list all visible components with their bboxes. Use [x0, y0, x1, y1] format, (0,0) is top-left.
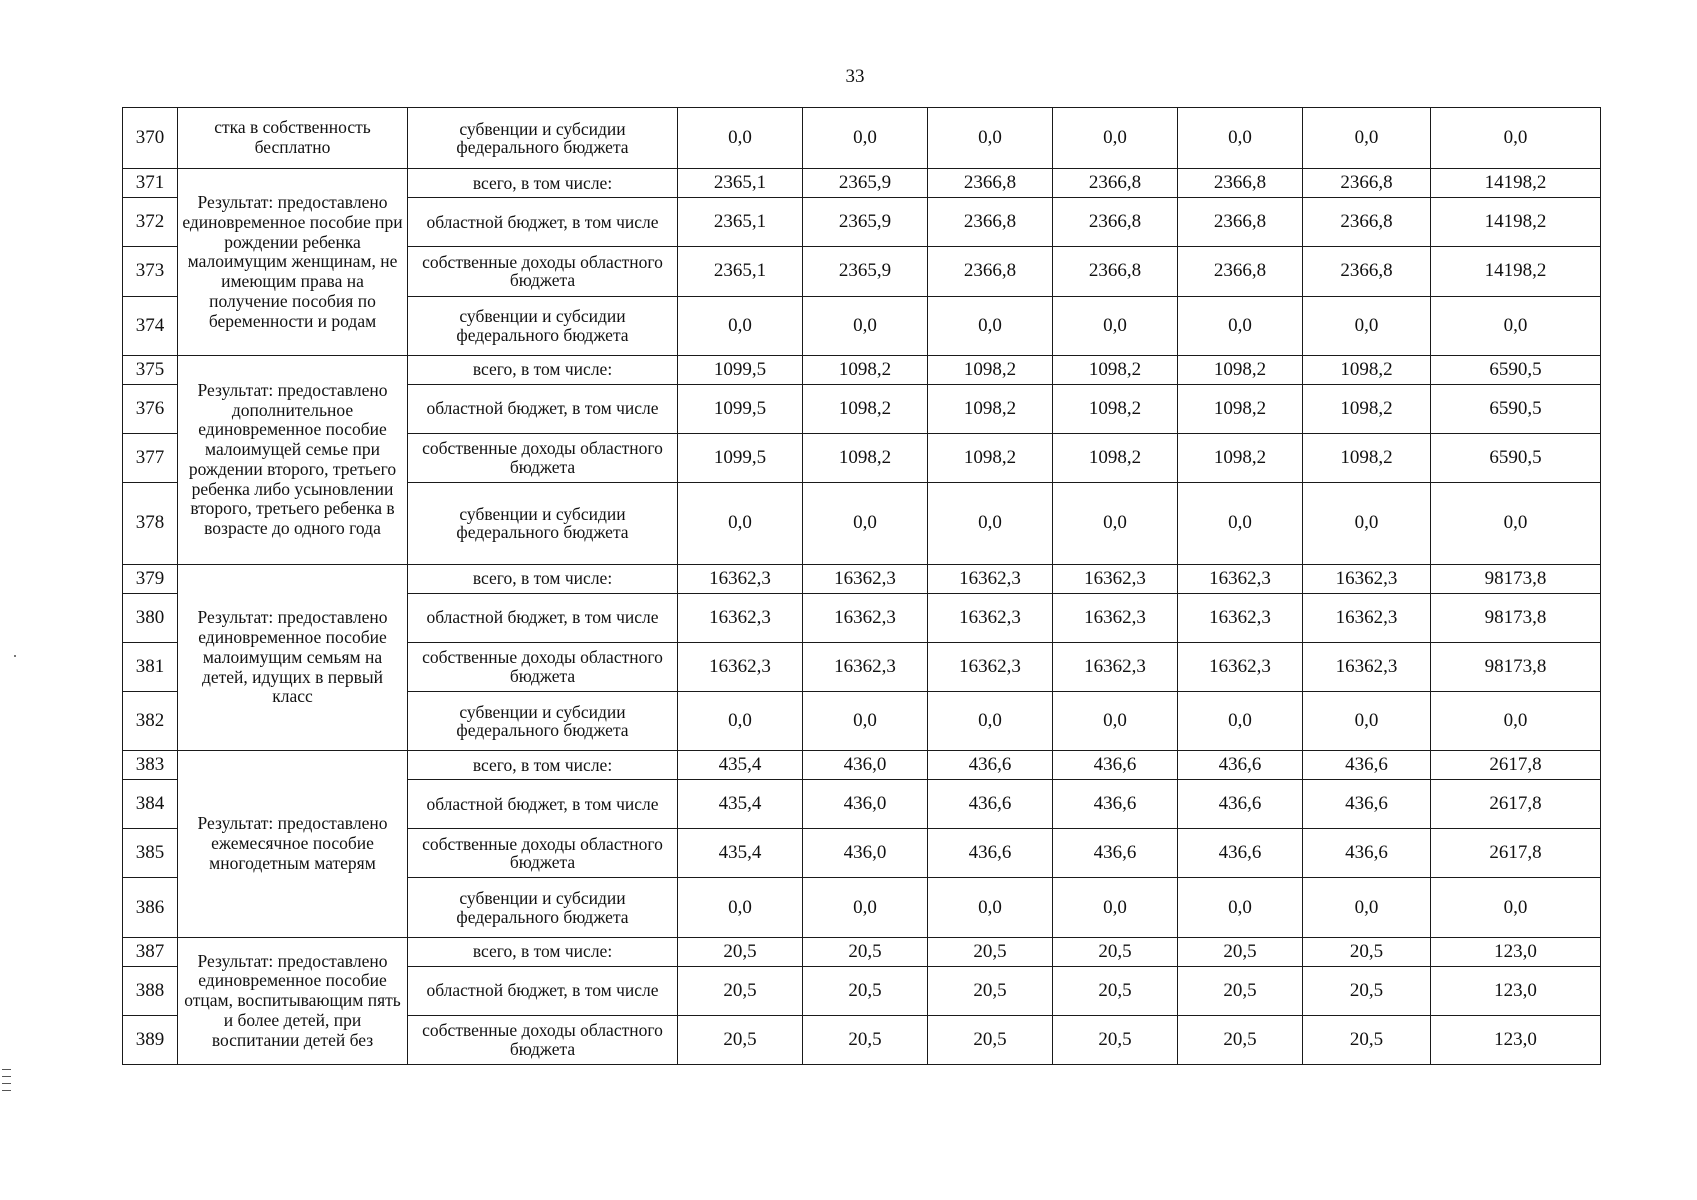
row-number: 383 [123, 751, 178, 780]
row-number: 374 [123, 296, 178, 355]
year-value: 1098,2 [928, 384, 1053, 433]
year-value: 436,6 [1303, 751, 1431, 780]
year-value: 20,5 [678, 937, 803, 966]
year-value: 16362,3 [928, 564, 1053, 593]
year-value: 1099,5 [678, 384, 803, 433]
total-value: 14198,2 [1431, 198, 1601, 247]
total-value: 0,0 [1431, 691, 1601, 750]
year-value: 1098,2 [1178, 384, 1303, 433]
row-number: 387 [123, 937, 178, 966]
row-number: 385 [123, 829, 178, 878]
result-description: Результат: предоставлено дополнительное единовременное пособие малоимущей семье при рождении второго, третьего ребенка либо усыновлении второго, третьего ребенка в возрасте до одного года [178, 355, 408, 564]
year-value: 435,4 [678, 780, 803, 829]
margin-dot [14, 655, 16, 657]
table-row [123, 355, 1601, 384]
row-number: 382 [123, 691, 178, 750]
year-value: 0,0 [928, 878, 1053, 937]
row-number: 388 [123, 966, 178, 1015]
margin-mark [2, 1069, 11, 1070]
year-value: 0,0 [1053, 108, 1178, 169]
funding-source: всего, в том числе: [408, 937, 678, 966]
year-value: 435,4 [678, 751, 803, 780]
row-number: 386 [123, 878, 178, 937]
year-value: 0,0 [803, 691, 928, 750]
year-value: 1098,2 [1303, 433, 1431, 482]
year-value: 2366,8 [1178, 169, 1303, 198]
year-value: 16362,3 [678, 593, 803, 642]
margin-mark [2, 1083, 11, 1084]
year-value: 0,0 [1053, 296, 1178, 355]
year-value: 436,6 [1178, 780, 1303, 829]
table-row [123, 751, 1601, 780]
year-value: 0,0 [928, 482, 1053, 564]
funding-source: субвенции и субсидии федерального бюджета [408, 108, 678, 169]
year-value: 16362,3 [1053, 564, 1178, 593]
total-value: 98173,8 [1431, 564, 1601, 593]
funding-source: областной бюджет, в том числе [408, 384, 678, 433]
total-value: 0,0 [1431, 108, 1601, 169]
year-value: 2366,8 [1053, 247, 1178, 296]
year-value: 0,0 [928, 108, 1053, 169]
year-value: 20,5 [1303, 966, 1431, 1015]
year-value: 2366,8 [1053, 198, 1178, 247]
year-value: 1098,2 [1053, 355, 1178, 384]
total-value: 0,0 [1431, 878, 1601, 937]
total-value: 0,0 [1431, 296, 1601, 355]
result-description: Результат: предоставлено ежемесячное пособие многодетным матерям [178, 751, 408, 937]
year-value: 2366,8 [1053, 169, 1178, 198]
year-value: 2365,1 [678, 198, 803, 247]
year-value: 20,5 [1178, 1015, 1303, 1064]
table-row [123, 564, 1601, 593]
total-value: 2617,8 [1431, 751, 1601, 780]
row-number: 375 [123, 355, 178, 384]
row-number: 373 [123, 247, 178, 296]
total-value: 123,0 [1431, 966, 1601, 1015]
year-value: 20,5 [803, 937, 928, 966]
year-value: 0,0 [678, 482, 803, 564]
year-value: 20,5 [678, 1015, 803, 1064]
year-value: 16362,3 [1303, 593, 1431, 642]
year-value: 1098,2 [1053, 433, 1178, 482]
year-value: 20,5 [1303, 1015, 1431, 1064]
year-value: 20,5 [1053, 937, 1178, 966]
year-value: 2366,8 [1303, 169, 1431, 198]
total-value: 2617,8 [1431, 780, 1601, 829]
total-value: 98173,8 [1431, 642, 1601, 691]
total-value: 0,0 [1431, 482, 1601, 564]
year-value: 16362,3 [1178, 642, 1303, 691]
year-value: 20,5 [1053, 966, 1178, 1015]
funding-source: всего, в том числе: [408, 169, 678, 198]
row-number: 379 [123, 564, 178, 593]
year-value: 0,0 [803, 482, 928, 564]
year-value: 0,0 [1303, 296, 1431, 355]
funding-source: субвенции и субсидии федерального бюджета [408, 878, 678, 937]
year-value: 1098,2 [1178, 433, 1303, 482]
year-value: 0,0 [928, 691, 1053, 750]
year-value: 1098,2 [1053, 384, 1178, 433]
year-value: 16362,3 [928, 642, 1053, 691]
year-value: 20,5 [928, 1015, 1053, 1064]
row-number: 389 [123, 1015, 178, 1064]
year-value: 16362,3 [928, 593, 1053, 642]
year-value: 20,5 [928, 966, 1053, 1015]
row-number: 377 [123, 433, 178, 482]
year-value: 436,6 [1053, 780, 1178, 829]
year-value: 0,0 [803, 296, 928, 355]
year-value: 2366,8 [928, 198, 1053, 247]
year-value: 1099,5 [678, 355, 803, 384]
total-value: 6590,5 [1431, 384, 1601, 433]
year-value: 20,5 [803, 966, 928, 1015]
year-value: 0,0 [1053, 691, 1178, 750]
funding-source: субвенции и субсидии федерального бюджета [408, 691, 678, 750]
total-value: 123,0 [1431, 1015, 1601, 1064]
year-value: 2365,9 [803, 198, 928, 247]
table-row [123, 937, 1601, 966]
year-value: 16362,3 [803, 564, 928, 593]
year-value: 436,6 [1053, 829, 1178, 878]
year-value: 0,0 [678, 691, 803, 750]
year-value: 436,6 [928, 780, 1053, 829]
row-number: 372 [123, 198, 178, 247]
year-value: 435,4 [678, 829, 803, 878]
year-value: 436,6 [1178, 751, 1303, 780]
year-value: 0,0 [1303, 878, 1431, 937]
year-value: 16362,3 [1178, 593, 1303, 642]
row-number: 378 [123, 482, 178, 564]
year-value: 0,0 [1303, 108, 1431, 169]
year-value: 1098,2 [928, 433, 1053, 482]
year-value: 16362,3 [803, 642, 928, 691]
result-description: стка в собственность бесплатно [178, 108, 408, 169]
row-number: 376 [123, 384, 178, 433]
year-value: 2365,9 [803, 247, 928, 296]
funding-source: областной бюджет, в том числе [408, 780, 678, 829]
total-value: 123,0 [1431, 937, 1601, 966]
year-value: 0,0 [1178, 691, 1303, 750]
year-value: 20,5 [678, 966, 803, 1015]
funding-source: собственные доходы областного бюджета [408, 433, 678, 482]
year-value: 16362,3 [1178, 564, 1303, 593]
funding-source: всего, в том числе: [408, 355, 678, 384]
year-value: 16362,3 [1053, 593, 1178, 642]
year-value: 16362,3 [678, 564, 803, 593]
year-value: 2365,9 [803, 169, 928, 198]
year-value: 0,0 [678, 108, 803, 169]
row-number: 371 [123, 169, 178, 198]
year-value: 2366,8 [1178, 198, 1303, 247]
funding-source: собственные доходы областного бюджета [408, 247, 678, 296]
year-value: 20,5 [803, 1015, 928, 1064]
funding-source: всего, в том числе: [408, 751, 678, 780]
funding-source: собственные доходы областного бюджета [408, 1015, 678, 1064]
total-value: 6590,5 [1431, 433, 1601, 482]
year-value: 436,0 [803, 780, 928, 829]
year-value: 0,0 [928, 296, 1053, 355]
total-value: 14198,2 [1431, 247, 1601, 296]
year-value: 16362,3 [1303, 564, 1431, 593]
year-value: 1098,2 [1303, 355, 1431, 384]
table-row [123, 108, 1601, 169]
year-value: 20,5 [1053, 1015, 1178, 1064]
year-value: 436,6 [928, 829, 1053, 878]
funding-source: собственные доходы областного бюджета [408, 829, 678, 878]
page-number: 33 [845, 66, 865, 87]
result-description: Результат: предоставлено единовременное пособие малоимущим семьям на детей, идущих в первый класс [178, 564, 408, 750]
year-value: 0,0 [1178, 108, 1303, 169]
year-value: 1098,2 [928, 355, 1053, 384]
year-value: 2366,8 [1303, 198, 1431, 247]
funding-source: собственные доходы областного бюджета [408, 642, 678, 691]
year-value: 2365,1 [678, 169, 803, 198]
total-value: 98173,8 [1431, 593, 1601, 642]
year-value: 0,0 [1178, 296, 1303, 355]
year-value: 436,6 [1178, 829, 1303, 878]
year-value: 0,0 [1303, 482, 1431, 564]
year-value: 0,0 [678, 878, 803, 937]
year-value: 16362,3 [1303, 642, 1431, 691]
year-value: 0,0 [1178, 878, 1303, 937]
margin-mark [2, 1090, 11, 1091]
funding-source: областной бюджет, в том числе [408, 966, 678, 1015]
year-value: 1098,2 [1178, 355, 1303, 384]
margin-mark [2, 1076, 11, 1077]
year-value: 1099,5 [678, 433, 803, 482]
year-value: 1098,2 [1303, 384, 1431, 433]
year-value: 0,0 [1303, 691, 1431, 750]
year-value: 16362,3 [1053, 642, 1178, 691]
result-description: Результат: предоставлено единовременное пособие при рождении ребенка малоимущим женщинам, не имеющим права на получение пособия по беременности и родам [178, 169, 408, 355]
year-value: 2365,1 [678, 247, 803, 296]
row-number: 381 [123, 642, 178, 691]
funding-source: областной бюджет, в том числе [408, 198, 678, 247]
year-value: 0,0 [678, 296, 803, 355]
year-value: 0,0 [803, 878, 928, 937]
year-value: 1098,2 [803, 384, 928, 433]
year-value: 16362,3 [803, 593, 928, 642]
year-value: 0,0 [1053, 482, 1178, 564]
year-value: 20,5 [1178, 937, 1303, 966]
year-value: 436,6 [928, 751, 1053, 780]
year-value: 2366,8 [1303, 247, 1431, 296]
year-value: 0,0 [803, 108, 928, 169]
year-value: 2366,8 [1178, 247, 1303, 296]
budget-table [122, 107, 1601, 1065]
row-number: 384 [123, 780, 178, 829]
year-value: 1098,2 [803, 433, 928, 482]
year-value: 2366,8 [928, 247, 1053, 296]
year-value: 436,6 [1053, 751, 1178, 780]
funding-source: субвенции и субсидии федерального бюджета [408, 296, 678, 355]
year-value: 20,5 [1178, 966, 1303, 1015]
row-number: 380 [123, 593, 178, 642]
table-row [123, 169, 1601, 198]
year-value: 0,0 [1053, 878, 1178, 937]
year-value: 16362,3 [678, 642, 803, 691]
funding-source: всего, в том числе: [408, 564, 678, 593]
year-value: 2366,8 [928, 169, 1053, 198]
result-description: Результат: предоставлено единовременное пособие отцам, воспитывающим пять и более детей, при воспитании детей без [178, 937, 408, 1064]
funding-source: областной бюджет, в том числе [408, 593, 678, 642]
year-value: 436,6 [1303, 829, 1431, 878]
total-value: 14198,2 [1431, 169, 1601, 198]
row-number: 370 [123, 108, 178, 169]
year-value: 20,5 [928, 937, 1053, 966]
year-value: 0,0 [1178, 482, 1303, 564]
year-value: 436,6 [1303, 780, 1431, 829]
funding-source: субвенции и субсидии федерального бюджета [408, 482, 678, 564]
year-value: 1098,2 [803, 355, 928, 384]
year-value: 436,0 [803, 829, 928, 878]
total-value: 6590,5 [1431, 355, 1601, 384]
total-value: 2617,8 [1431, 829, 1601, 878]
year-value: 436,0 [803, 751, 928, 780]
year-value: 20,5 [1303, 937, 1431, 966]
